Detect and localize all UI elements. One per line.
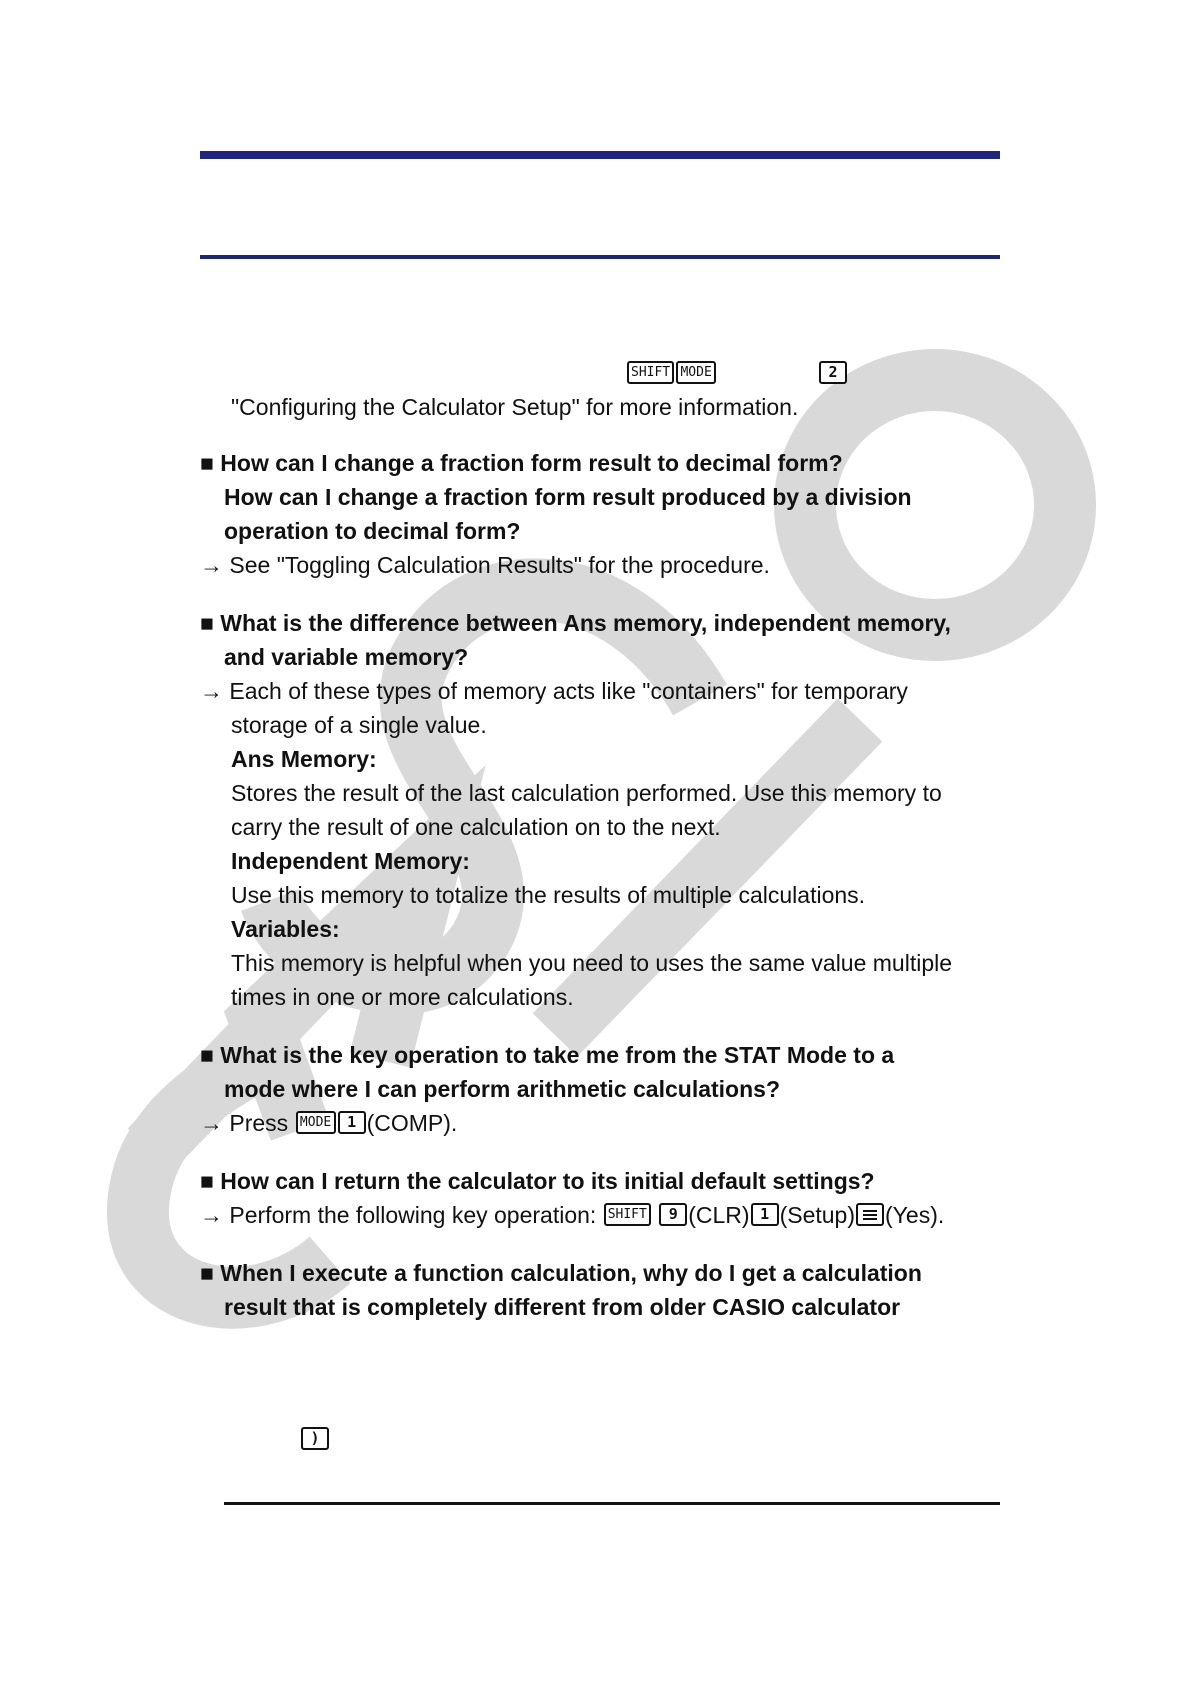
- close-paren-key-icon: ): [301, 1427, 329, 1450]
- a4-prefix: → Perform the following key operation:: [200, 1202, 597, 1228]
- a4-line: [200, 1200, 944, 1230]
- clr-label: (CLR): [688, 1202, 750, 1228]
- q5-line-1: ■ When I execute a function calculation, why do I get a calculation: [200, 1260, 922, 1286]
- mode-key-icon: MODE: [676, 361, 716, 384]
- setup-label: (Setup): [779, 1202, 856, 1228]
- bottom-fragment: [300, 1424, 330, 1454]
- yes-label: (Yes).: [885, 1202, 945, 1228]
- a3-prefix: → Press: [200, 1110, 289, 1136]
- fragment-key-row-2: [818, 358, 848, 388]
- variables-title: Variables:: [231, 916, 340, 942]
- q1-line-3: operation to decimal form?: [224, 518, 521, 544]
- mode-key-icon: MODE: [296, 1111, 336, 1134]
- a1-line-1: → See "Toggling Calculation Results" for the procedure.: [200, 552, 770, 578]
- one-key-icon: 1: [751, 1203, 779, 1226]
- variables-body-2: times in one or more calculations.: [231, 984, 574, 1010]
- fragment-line: "Configuring the Calculator Setup" for more information.: [231, 394, 799, 420]
- ans-memory-body-2: carry the result of one calculation on to the next.: [231, 814, 721, 840]
- q1-line-2: How can I change a fraction form result produced by a division: [224, 484, 912, 510]
- q3-line-1: ■ What is the key operation to take me from the STAT Mode to a: [200, 1042, 895, 1068]
- shift-key-icon: SHIFT: [604, 1203, 651, 1226]
- shift-key-icon: SHIFT: [627, 361, 674, 384]
- a2-line-2: storage of a single value.: [231, 712, 487, 738]
- q5-line-2: result that is completely different from older CASIO calculator: [224, 1294, 901, 1320]
- fragment-key-row: [626, 358, 717, 388]
- nine-key-icon: 9: [659, 1203, 687, 1226]
- variables-body-1: This memory is helpful when you need to uses the same value multiple: [231, 950, 953, 976]
- equals-key-icon: [856, 1203, 884, 1226]
- independent-memory-body-1: Use this memory to totalize the results of multiple calculations.: [231, 882, 866, 908]
- ans-memory-title: Ans Memory:: [231, 746, 377, 772]
- independent-memory-title: Independent Memory:: [231, 848, 470, 874]
- a3-line: [200, 1108, 457, 1138]
- q4-line-1: ■ How can I return the calculator to its initial default settings?: [200, 1168, 875, 1194]
- footer-rule: [224, 1502, 1000, 1505]
- a3-suffix: (COMP).: [366, 1110, 458, 1136]
- a2-line-1: → Each of these types of memory acts like "containers" for temporary: [200, 678, 908, 704]
- q2-line-2: and variable memory?: [224, 644, 469, 670]
- q1-line-1: ■ How can I change a fraction form result to decimal form?: [200, 450, 843, 476]
- two-key-icon: 2: [819, 361, 847, 384]
- q3-line-2: mode where I can perform arithmetic calculations?: [224, 1076, 780, 1102]
- one-key-icon: 1: [338, 1111, 366, 1134]
- q2-line-1: ■ What is the difference between Ans memory, independent memory,: [200, 610, 951, 636]
- ans-memory-body-1: Stores the result of the last calculation performed. Use this memory to: [231, 780, 942, 806]
